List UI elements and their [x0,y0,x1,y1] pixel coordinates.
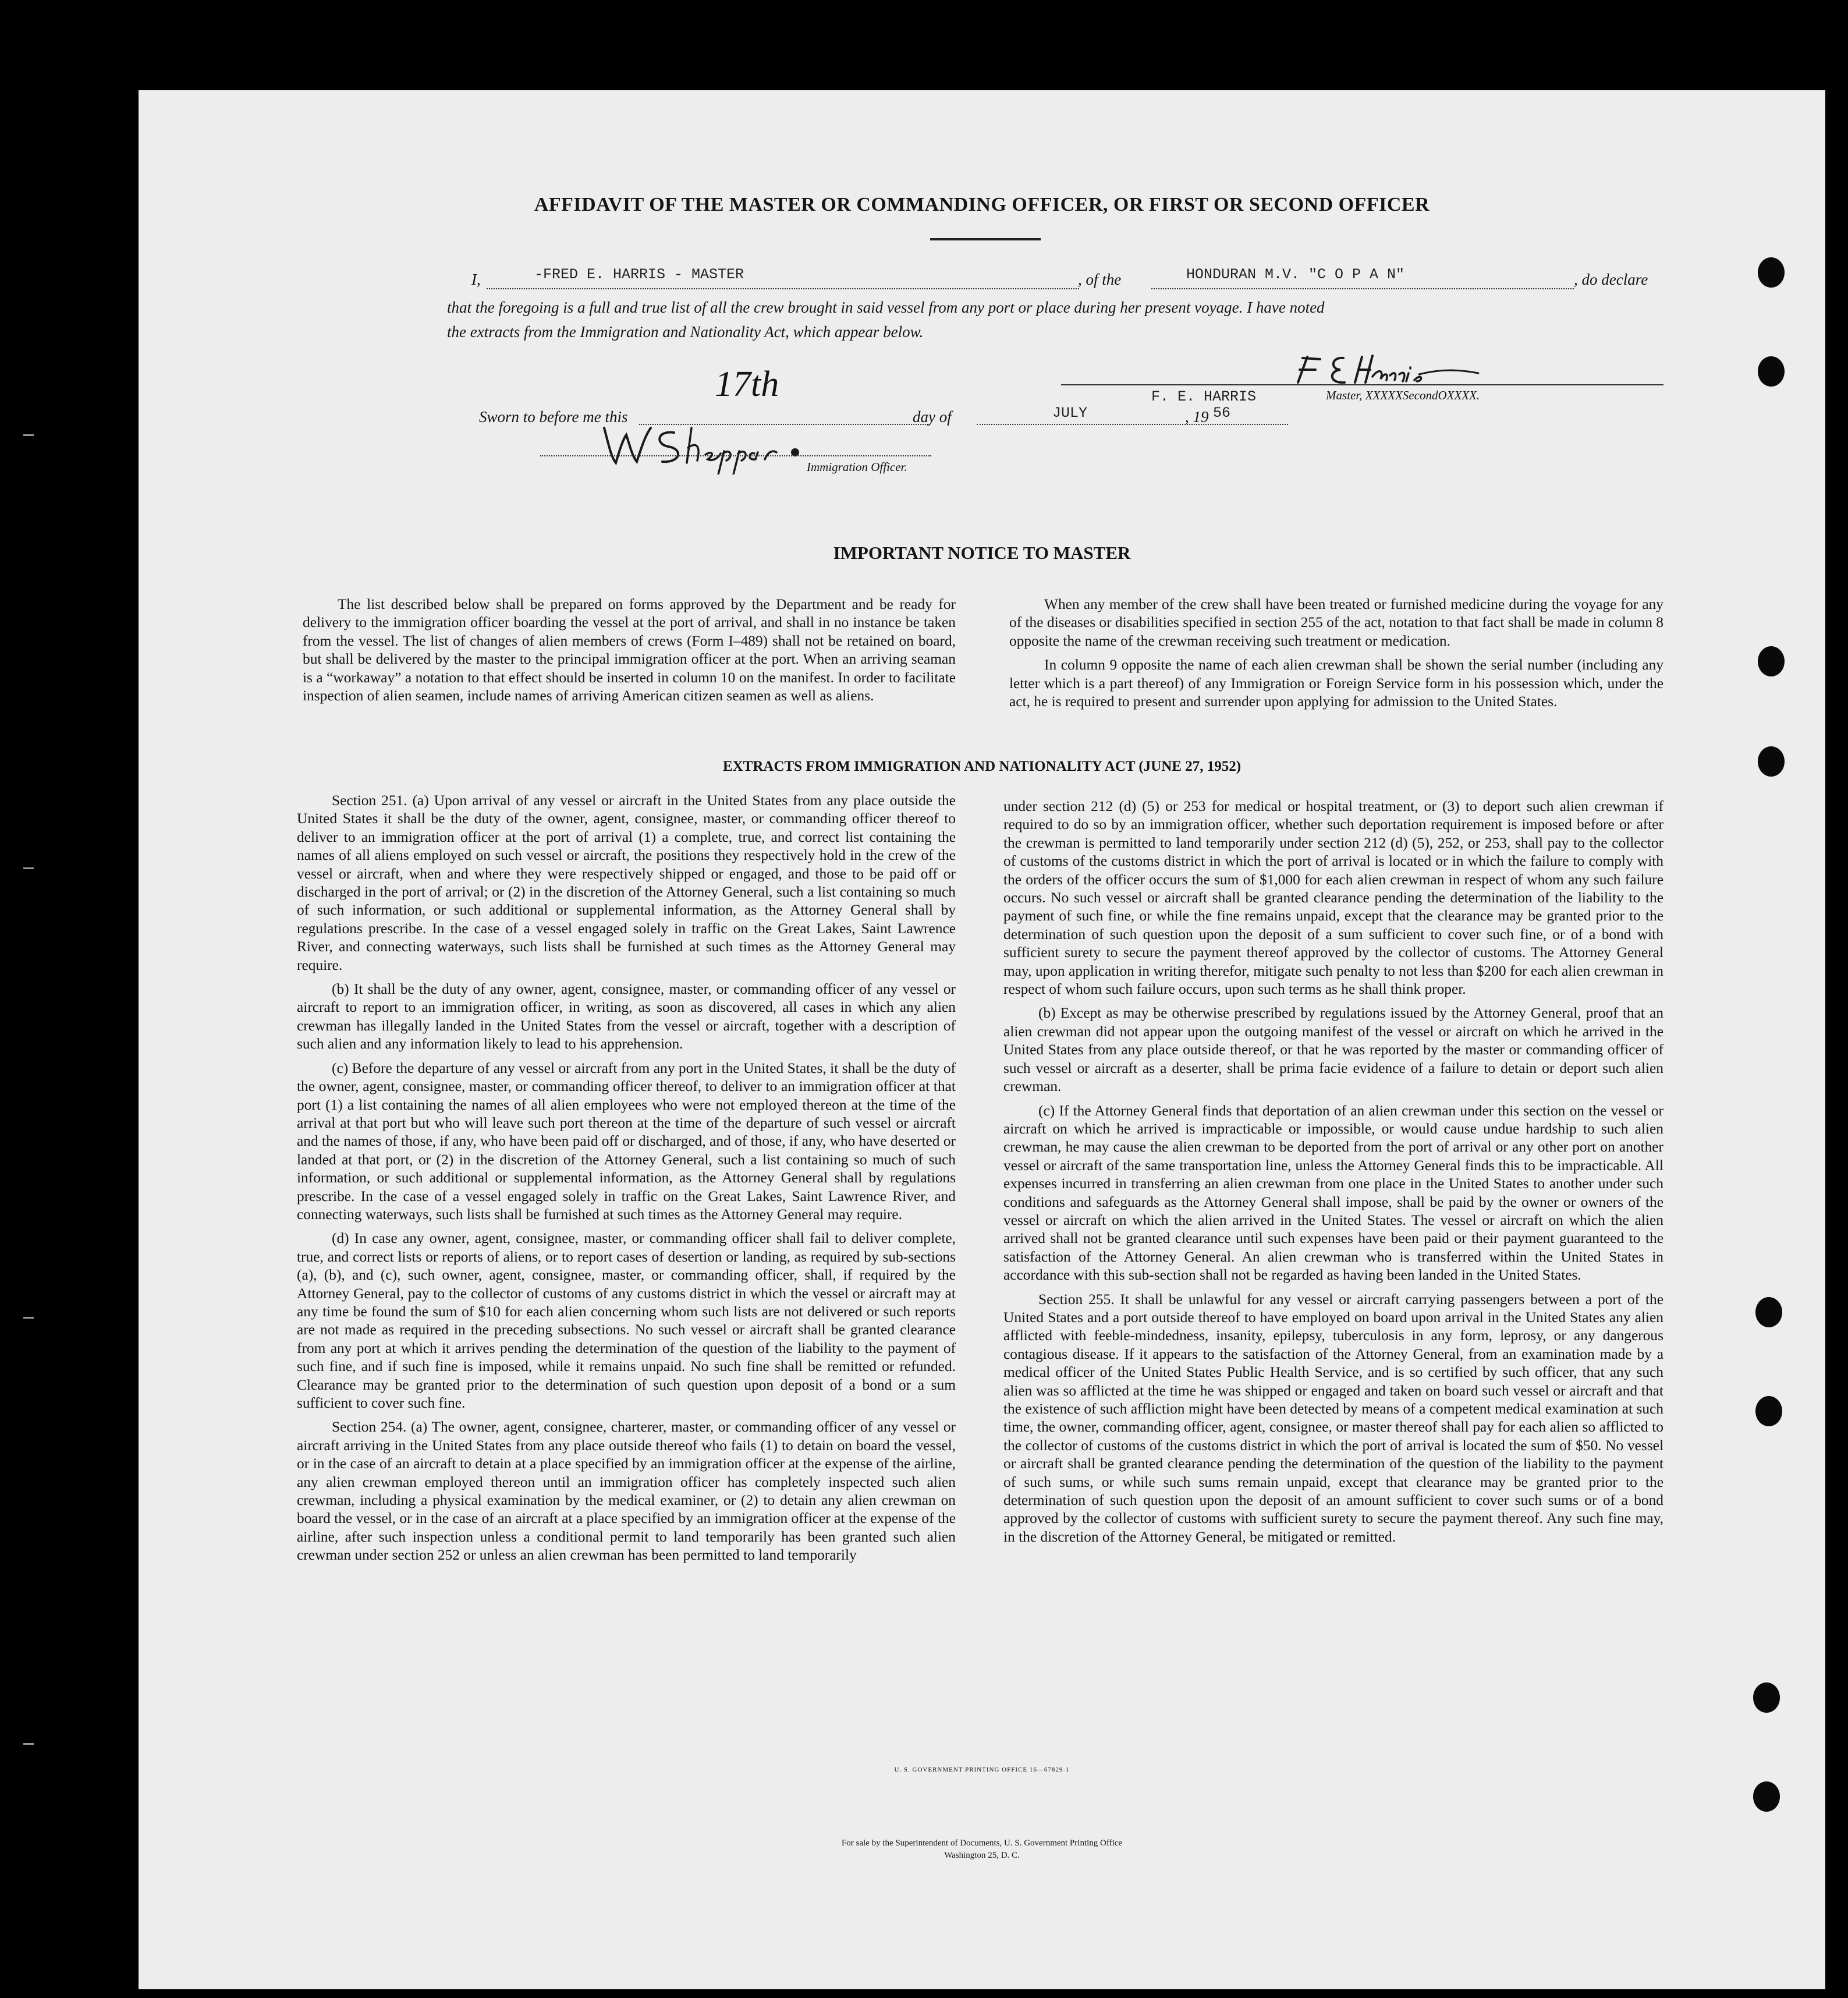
section-251-b: (b) It shall be the duty of any owner, agent, consignee, master, or commanding officer of any vessel or aircraft to report to an immigration officer, in writing, as soon as discovered, all cases in which any alien crewman has illegally landed in the United States from the vessel or aircraft, together with a description of such alien and any information likely to lead to his apprehension. [297,981,956,1053]
document-page [139,90,1825,1989]
section-254-a-continued: under section 212 (d) (5) or 253 for medical or hospital treatment, or (3) to deport such alien crewman if required to do so by an immigration officer, whether such deportation requirement is imposed before or after the crewman is permitted to land temporarily under section 212 (d) (5), 252, or 253, shall pay to the collector of customs of the customs district in which the port of arrival is located or in which the failure to comply with the orders of the officer occurs the sum of $1,000 for each alien crewman in respect of whom any such failure occurs. No such vessel or aircraft shall be granted clearance pending the determination of the liability to the payment of such fine, or while the fine remains unpaid, except that the clearance may be granted prior to the determination of such question upon the deposit of a sum sufficient to cover such fine, or of a bond with sufficient surety to secure the payment thereof approved by the collector of customs. The Attorney General may, upon application in writing therefor, mitigate such penalty to not less than $200 for each alien crewman in respect of whom such failure occurs, upon such terms as he shall think proper. [1003,798,1663,998]
year-prefix: , 19 [1185,408,1209,426]
punch-hole [1753,1781,1780,1812]
notice-title: IMPORTANT NOTICE TO MASTER [833,543,1131,563]
officer-signature-line [540,455,931,456]
month-value: JULY [1052,405,1088,421]
master-typed-name: F. E. HARRIS [1151,388,1257,405]
punch-hole [1758,746,1785,777]
section-254-b: (b) Except as may be otherwise prescribed by regulations issued by the Attorney General, proof that an alien crewman did not appear upon the outgoing manifest of the vessel or aircraft on which he arrived in the United States from any place outside thereof, or that he was reported by the master or commanding officer of such vessel or aircraft as a deserter, shall be prima facie evidence of a failure to detain or deport such alien crewman. [1003,1005,1663,1095]
vessel-name-field: HONDURAN M.V. "C O P A N" [1186,266,1405,283]
title-rule [930,238,1041,240]
notice-right-column [1009,596,1663,717]
declaration-line-3: the extracts from the Immigration and Nationality Act, which appear below. [447,323,924,341]
film-edge-mark [23,1317,34,1319]
name-dotline [487,288,1079,289]
printer-line: U. S. GOVERNMENT PRINTING OFFICE 16—67829-1 [894,1766,1070,1773]
master-title: Master, XXXXXSecondOXXXX. [1326,388,1480,402]
notice-left-paragraph: The list described below shall be prepared on forms approved by the Department and be ready for delivery to the immigration officer boarding the vessel at the port of arrival, and shall in no instance be taken from the vessel. The list of changes of alien members of crews (Form I–489) shall not be retained on board, but shall be delivered by the master to the principal immigration officer at the port. When an arriving seaman is a “workaway” a notation to that effect should be inserted in column 10 on the manifest. In order to facilitate inspection of alien seamen, include names of arriving American citizen seamen as well as aliens. [303,596,956,704]
film-edge-mark [23,434,34,436]
section-251-a: Section 251. (a) Upon arrival of any vessel or aircraft in the United States from any place outside the United States it shall be the duty of the owner, agent, consignee, master, or commanding officer thereof to deliver to an immigration officer at the port of arrival (1) a complete, true, and correct list containing the names of all aliens employed on such vessel or aircraft, the positions they respectively hold in the crew of the vessel or aircraft, when and where they were respectively shipped or engaged, and those to be paid off or discharged in the port of arrival; or (2) in the discretion of the Attorney General, such a list containing so much of such information, or such additional or supplemental information, as the Attorney General shall by regulations prescribe. In the case of a vessel engaged solely in traffic on the Great Lakes, Saint Lawrence River, and connecting waterways, such lists shall be furnished at such times as the Attorney General may require. [297,792,956,973]
day-value: 17th [715,364,779,404]
vessel-dotline [1151,288,1574,289]
of-the-label: , of the [1078,271,1122,288]
film-edge-mark [23,1743,34,1745]
notice-right-paragraph-1: When any member of the crew shall have been treated or furnished medicine during the voyage for any of the diseases or disabilities specified in section 255 of the act, notation to that fact shall be made in column 8 opposite the name of the crewman receiving such treatment or medication. [1009,596,1663,649]
punch-hole [1753,1682,1780,1713]
day-of-label: day of [913,408,952,426]
punch-hole [1755,1297,1782,1327]
affidavit-title: AFFIDAVIT OF THE MASTER OR COMMANDING OFFICER, OR FIRST OR SECOND OFFICER [534,194,1430,215]
notice-right-paragraph-2: In column 9 opposite the name of each alien crewman shall be shown the serial number (including any letter which is a part thereof) of any Immigration or Foreign Service form in his possession which, under the act, he is required to present and surrender upon applying for admission to the United States. [1009,657,1663,710]
punch-hole [1758,356,1785,387]
i-label: I, [471,271,481,288]
section-251-d: (d) In case any owner, agent, consignee, master, or commanding officer shall fail to deliver complete, true, and correct lists or reports of aliens, or to report cases of desertion or landing, as required by sub-sections (a), (b), and (c), such owner, agent, consignee, master, or commanding officer, shall, if required by the Attorney General, pay to the collector of customs of any customs district in which the vessel or aircraft may at any time be found the sum of $10 for each alien concerning whom such lists are not delivered or such reports are not made as required in the preceding subsections. No such vessel or aircraft shall be granted clearance from any port at which it arrives pending the determination of the question of the liability to the payment of such fine, and if such fine is imposed, while it remains unpaid. No such fine shall be remitted or refunded. Clearance may be granted prior to the determination of such question upon deposit of a bond or a sum sufficient to cover such fine. [297,1230,956,1411]
punch-hole [1755,1396,1782,1426]
extracts-title: EXTRACTS FROM IMMIGRATION AND NATIONALITY ACT (JUNE 27, 1952) [722,759,1242,774]
sworn-label: Sworn to before me this [479,408,628,426]
extracts-right-column [1003,798,1663,1552]
punch-hole [1758,257,1785,288]
sale-line-2: Washington 25, D. C. [944,1851,1020,1860]
immigration-officer-label: Immigration Officer. [807,460,907,474]
film-edge-mark [23,867,34,869]
notice-left-column [303,596,956,711]
extracts-left-column [297,792,956,1571]
punch-hole [1758,646,1785,676]
section-254-c: (c) If the Attorney General finds that deportation of an alien crewman under this section on the vessel or aircraft on which he arrived is impracticable or impossible, or would cause undue hardship to such alien crewman, he may cause the alien crewman to be deported from the port of arrival or any other port on another vessel or aircraft of the same transportation line, unless the Attorney General finds this to be impracticable. All expenses incurred in transferring an alien crewman from one place in the United States to another under such conditions and safeguards as the Attorney General shall impose, shall be paid by the owner or owners of the vessel or aircraft on which the alien arrived in the United States. The vessel or aircraft on which the alien arrived shall not be granted clearance until such expenses have been paid or their payment guaranteed to the satisfaction of the Attorney General. An alien crewman who is transferred within the United States in accordance with this sub-section shall not be regarded as having been landed in the United States. [1003,1102,1663,1284]
section-255: Section 255. It shall be unlawful for any vessel or aircraft carrying passengers between a port of the United States and a port outside thereof to have employed on board upon arrival in the United States any alien afflicted with feeble-mindedness, insanity, epilepsy, tuberculosis in any form, leprosy, or any dangerous contagious disease. If it appears to the satisfaction of the Attorney General, from an examination made by a medical officer of the United States Public Health Service, and is so certified by such officer, that any such alien was so afflicted at the time he was shipped or engaged and taken on board such vessel or aircraft and that the existence of such affliction might have been detected by means of a competent medical examination at such time, the owner, commanding officer, agent, consignee, or master thereof shall pay for each alien so afflicted to the collector of customs of the customs district in which the port of arrival is located the sum of $50. No vessel or aircraft shall be granted clearance pending the determination of the question of the liability to the payment of such sums, or while such sums remain unpaid, except that clearance may be granted prior to the determination of such question upon the deposit of an amount sufficient to cover such sums or of a bond approved by the collector of customs with sufficient surety to secure the payment thereof. Any such fine may, in the discretion of the Attorney General, be mitigated or remitted. [1003,1291,1663,1545]
master-signature-line [1061,384,1663,385]
section-251-c: (c) Before the departure of any vessel or aircraft from any port in the United States, it shall be the duty of the owner, agent, consignee, master, or commanding officer thereof, to deliver to an immigration officer at that port (1) a list containing the names of all alien employees who were not employed thereon at the time of the arrival at that port but who will leave such port thereon at the time of the departure of such vessel or aircraft and the names of those, if any, who have been paid off or discharged, and of those, if any, who have deserted or landed at that port, or (2) in the discretion of the Attorney General, such a list containing so much of such information, or such additional or supplemental information, as the Attorney General shall by regulations prescribe. In the case of a vessel engaged solely in traffic on the Great Lakes, Saint Lawrence River, and connecting waterways, such lists shall be furnished at such times as the Attorney General may require. [297,1060,956,1223]
declaration-line-2: that the foregoing is a full and true list of all the crew brought in said vessel from any port or place during her present voyage. I have noted [447,299,1325,316]
do-declare-label: , do declare [1574,271,1648,288]
sale-line-1: For sale by the Superintendent of Documents, U. S. Government Printing Office [841,1838,1123,1848]
master-name-field: -FRED E. HARRIS - MASTER [534,266,744,283]
section-254-a: Section 254. (a) The owner, agent, consignee, charterer, master, or commanding officer of any vessel or aircraft arriving in the United States from any place outside thereof who fails (1) to detain on board the vessel, or in the case of an aircraft to detain at a place specified by an immigration officer at the expense of the airline, any alien crewman employed thereon until an immigration officer has completely inspected such alien crewman, including a physical examination by the medical examiner, or (2) to detain any alien crewman on board the vessel, or in the case of an aircraft at a place specified by an immigration officer at the expense of the airline, after such inspection unless a conditional permit to land temporarily has been granted such alien crewman under section 252 or unless an alien crewman has been permitted to land temporarily [297,1419,956,1564]
year-value: 56 [1213,405,1231,421]
month-dotline [977,424,1288,425]
